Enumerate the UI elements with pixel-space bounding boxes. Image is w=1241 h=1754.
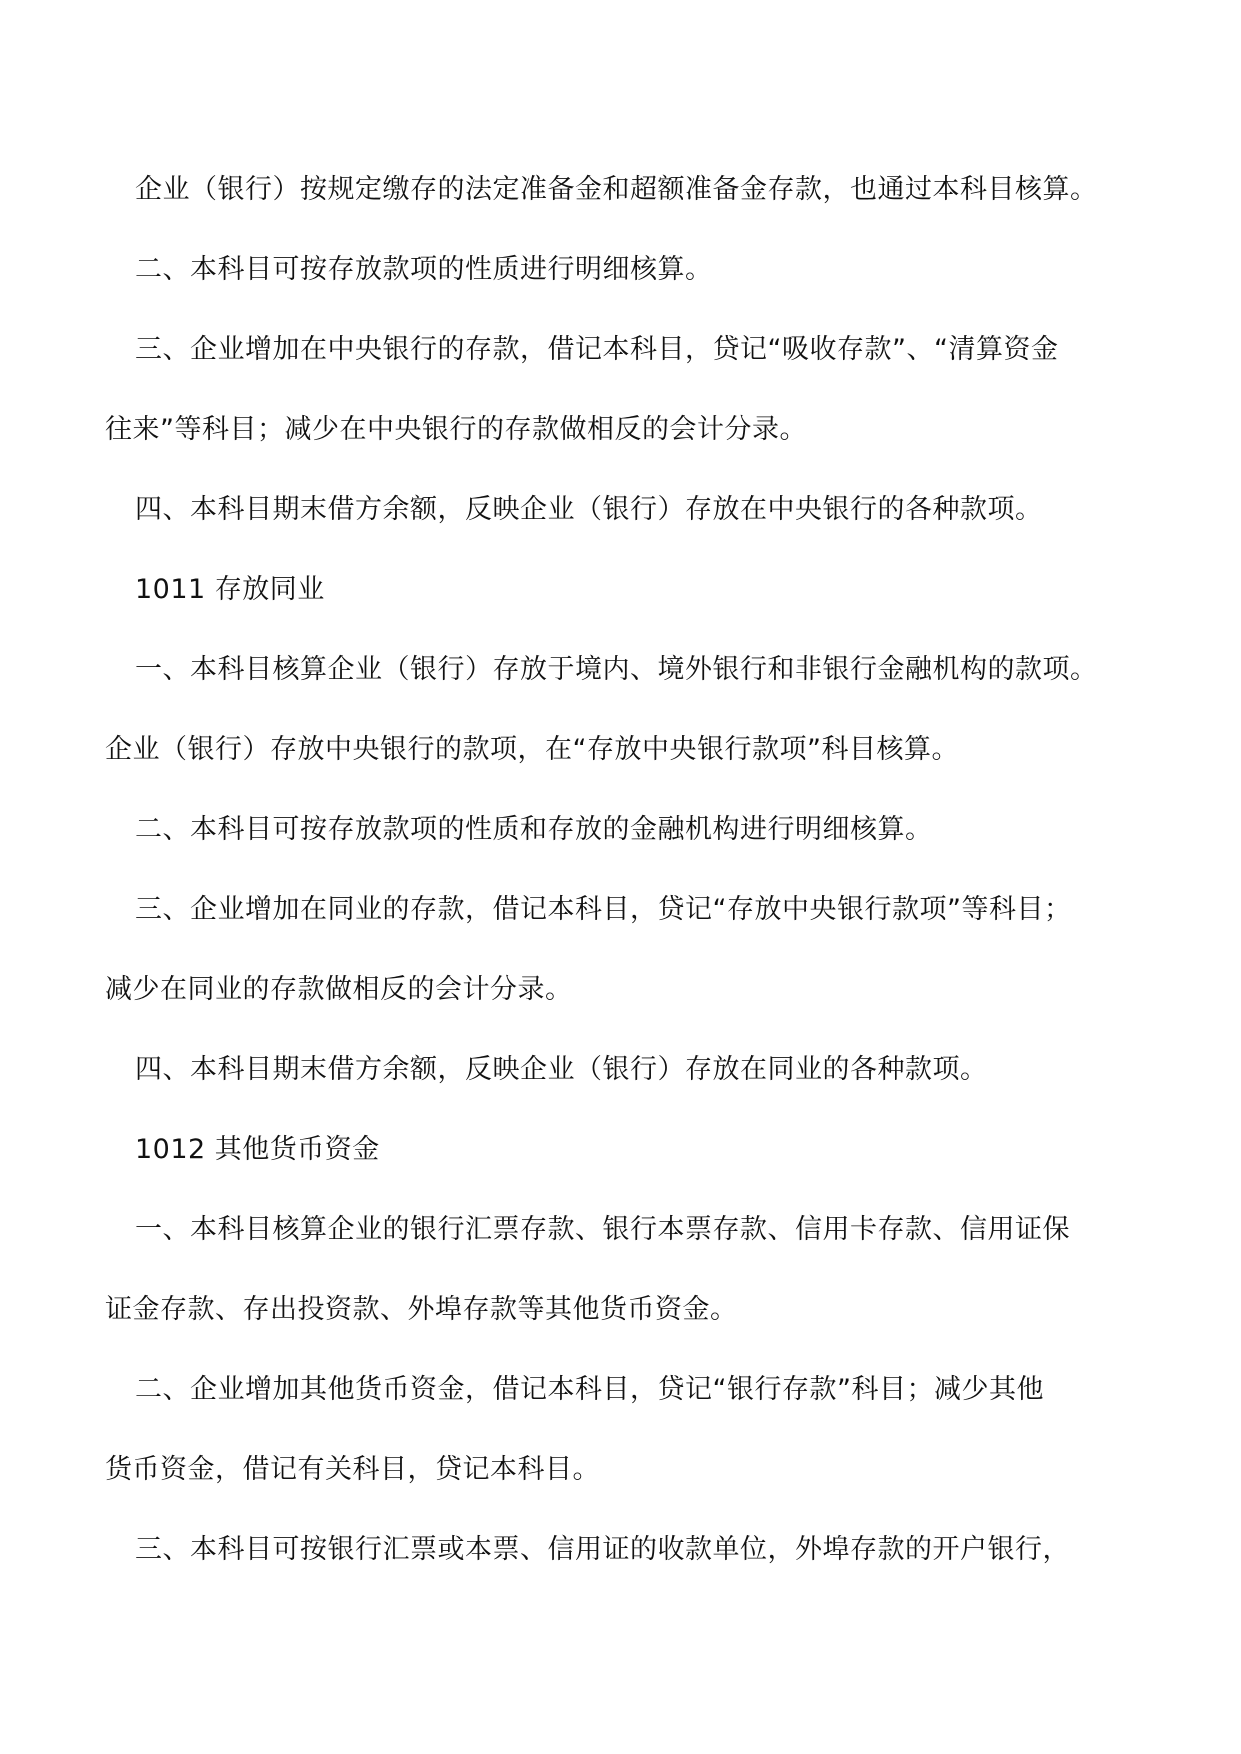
paragraph-line: 二、本科目可按存放款项的性质和存放的金融机构进行明细核算。	[135, 814, 933, 845]
paragraph-line: 一、本科目核算企业（银行）存放于境内、境外银行和非银行金融机构的款项。	[135, 654, 1098, 685]
paragraph-line: 减少在同业的存款做相反的会计分录。	[105, 974, 573, 1005]
paragraph-line: 证金存款、存出投资款、外埠存款等其他货币资金。	[105, 1294, 738, 1325]
paragraph-line: 三、企业增加在中央银行的存款，借记本科目，贷记“吸收存款”、“清算资金	[135, 334, 1059, 365]
section-heading: 1012 其他货币资金	[135, 1134, 380, 1165]
paragraph-line: 二、本科目可按存放款项的性质进行明细核算。	[135, 254, 713, 285]
paragraph-line: 二、企业增加其他货币资金，借记本科目，贷记“银行存款”科目；减少其他	[135, 1374, 1044, 1405]
paragraph-line: 四、本科目期末借方余额，反映企业（银行）存放在中央银行的各种款项。	[135, 494, 1043, 525]
paragraph-line: 企业（银行）存放中央银行的款项，在“存放中央银行款项”科目核算。	[105, 734, 959, 765]
paragraph-line: 企业（银行）按规定缴存的法定准备金和超额准备金存款，也通过本科目核算。	[135, 174, 1098, 205]
paragraph-line: 往来”等科目；减少在中央银行的存款做相反的会计分录。	[105, 414, 807, 445]
paragraph-line: 三、企业增加在同业的存款，借记本科目，贷记“存放中央银行款项”等科目；	[135, 894, 1072, 925]
paragraph-line: 四、本科目期末借方余额，反映企业（银行）存放在同业的各种款项。	[135, 1054, 988, 1085]
paragraph-line: 货币资金，借记有关科目，贷记本科目。	[105, 1454, 600, 1485]
section-heading: 1011 存放同业	[135, 574, 325, 605]
paragraph-line: 一、本科目核算企业的银行汇票存款、银行本票存款、信用卡存款、信用证保	[135, 1214, 1070, 1245]
paragraph-line: 三、本科目可按银行汇票或本票、信用证的收款单位，外埠存款的开户银行，	[135, 1534, 1070, 1565]
